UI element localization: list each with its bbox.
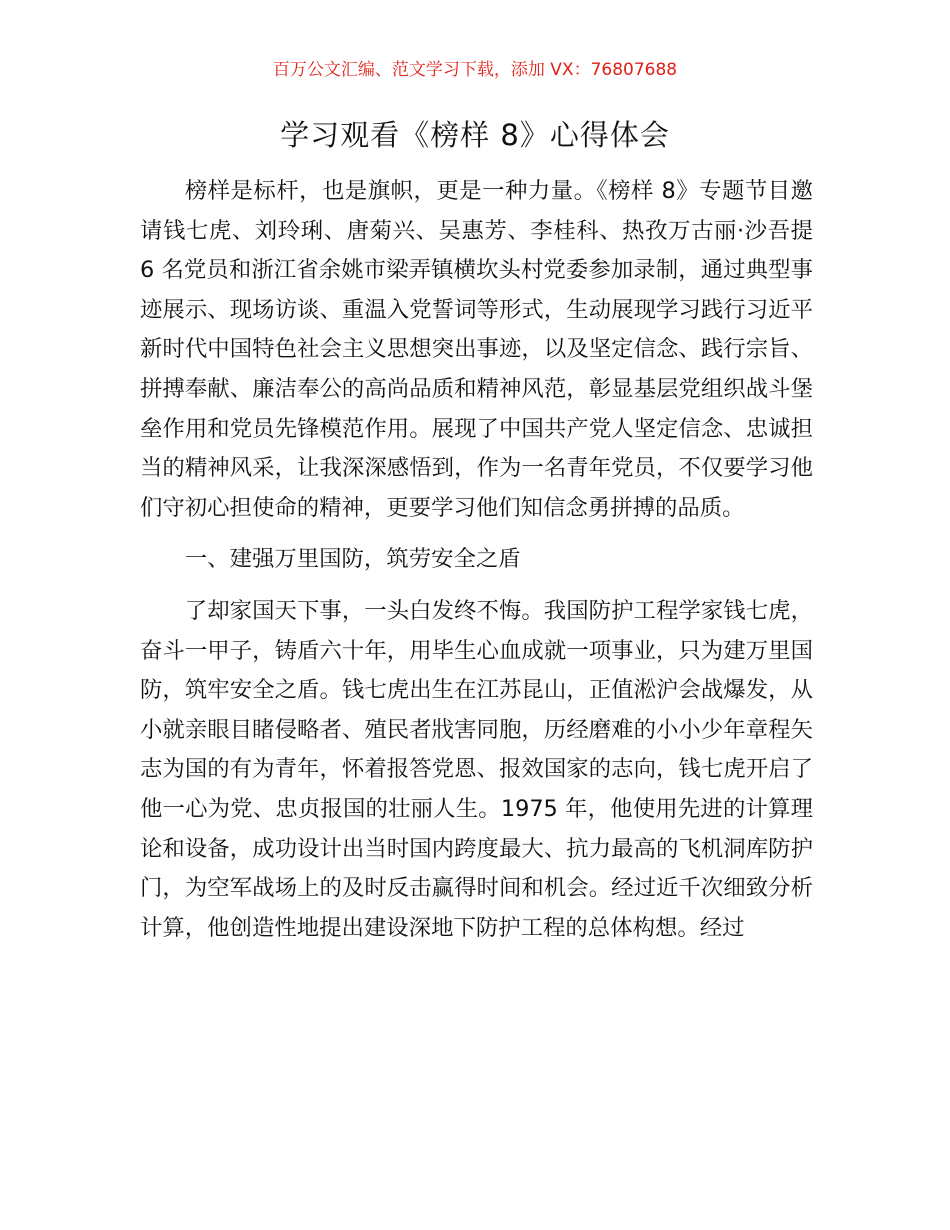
document-body — [140, 172, 813, 948]
body-paragraph: 榜样是标杆，也是旗帜，更是一种力量。《榜样 8》专题节目邀请钱七虎、刘玲琍、唐菊兴、吴惠芳、李桂科、热孜万古丽·沙吾提 6 名党员和浙江省余姚市梁弄镇横坎头村党委参加录制，通过典型事迹展示、现场访谈、重温入党誓词等形式，生动展现学习践行习近平新时代中国特色社会主义思想突出事迹，以及坚定信念、践行宗旨、拼搏奉献、廉洁奉公的高尚品质和精神风范，彰显基层党组织战斗堡垒作用和党员先锋模范作用。展现了中国共产党人坚定信念、忠诚担当的精神风采，让我深深感悟到，作为一名青年党员，不仅要学习他们守初心担使命的精神，更要学习他们知信念勇拼搏的品质。 — [140, 178, 813, 521]
header-note: 百万公文汇编、范文学习下载，添加 VX：76807688 — [272, 60, 678, 80]
body-paragraph: 了却家国天下事，一头白发终不悔。我国防护工程学家钱七虎，奋斗一甲子，铸盾六十年，用毕生心血成就一项事业，只为建万里国防，筑牢安全之盾。钱七虎出生在江苏昆山，正值淞沪会战爆发，从小就亲眼目睹侵略者、殖民者戕害同胞，历经磨难的小小少年章程矢志为国的有为青年，怀着报答党恩、报效国家的志向，钱七虎开启了他一心为党、忠贞报国的壮丽人生。1975 年，他使用先进的计算理论和设备，成功设计出当时国内跨度最大、抗力最高的飞机洞库防护门，为空军战场上的及时反击赢得时间和机会。经过近千次细致分析计算，他创造性地提出建设深地下防护工程的总体构想。经过 — [140, 597, 813, 941]
section-heading: 一、建强万里国防，筑劳安全之盾 — [184, 546, 521, 573]
page-title: 学习观看《榜样 8》心得体会 — [280, 118, 670, 152]
